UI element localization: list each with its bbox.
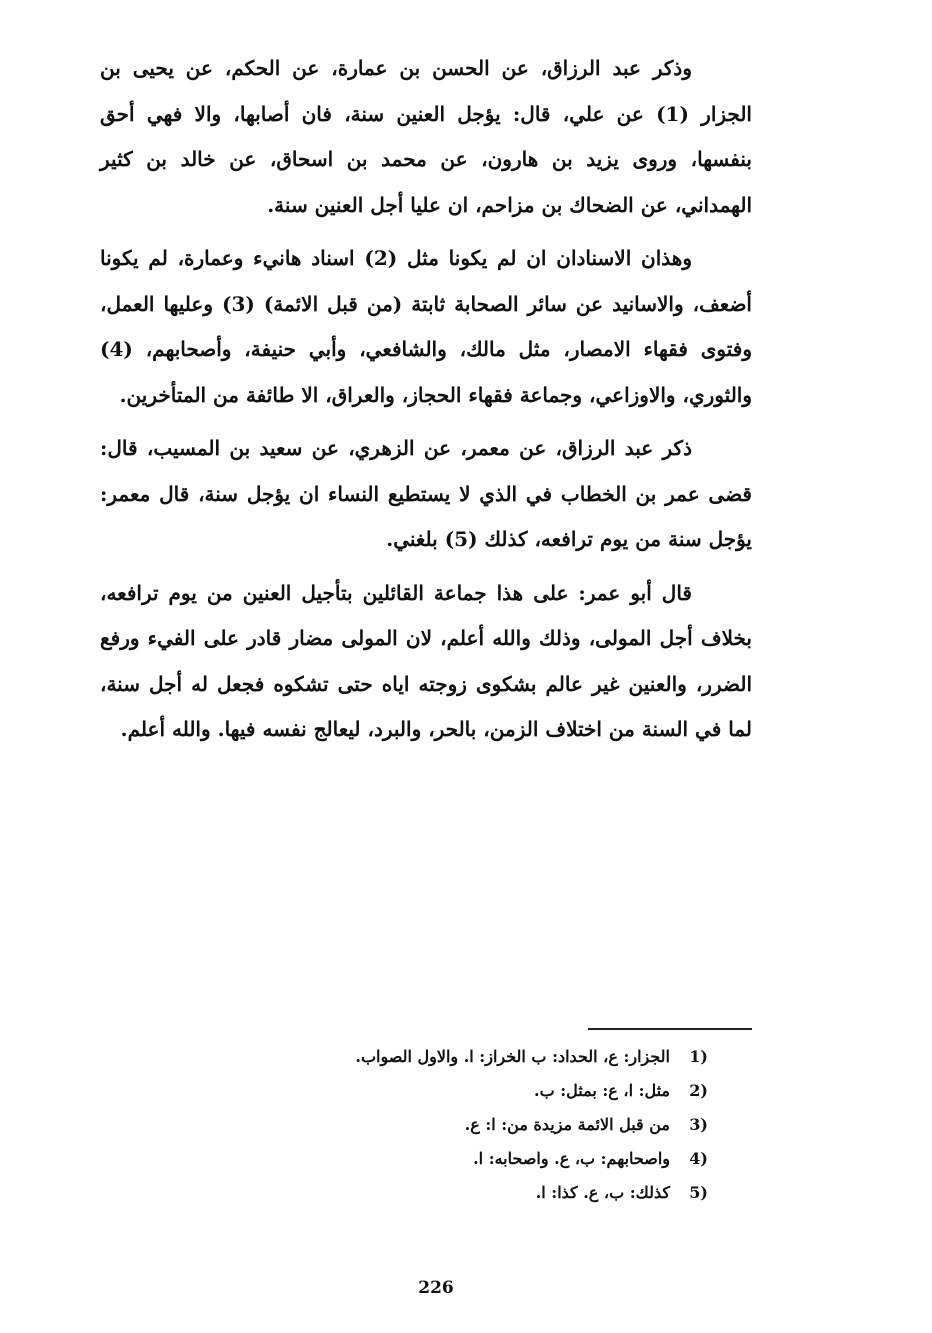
footnote-number: 1) xyxy=(689,1047,708,1066)
footnote xyxy=(200,1040,708,1074)
paragraph: قال أبو عمر: على هذا جماعة القائلين بتأجيل العنين من يوم ترافعه، بخلاف أجل المولى، وذلك والله أعلم، لان المولى مضار قادر على الفيء ورفع الضرر، والعنين غير عالم بشكوى زوجته اياه حتى تشكوه فجعل له أجل سنة، لما في السنة من اختلاف الزمن، بالحر، والبرد، ليعالج نفسه فيها. والله أعلم. xyxy=(100,580,752,741)
footnote xyxy=(200,1074,708,1108)
footnote-number: 2) xyxy=(689,1081,708,1100)
footnote-number: 4) xyxy=(689,1149,708,1168)
footnote-text: من قبل الائمة مزيدة من: ا: ع. xyxy=(464,1115,670,1134)
footnote-divider xyxy=(588,1028,752,1030)
page-number: 226 xyxy=(418,1278,454,1298)
footnote-number: 5) xyxy=(689,1183,708,1202)
footnote-text: مثل: ا، ع: بمثل: ب. xyxy=(534,1081,670,1100)
footnotes xyxy=(200,1040,708,1210)
footnote-number: 3) xyxy=(689,1115,708,1134)
footnote xyxy=(200,1108,708,1142)
footnote xyxy=(200,1142,708,1176)
paragraph: وهذان الاسنادان ان لم يكونا مثل (2) اسناد هانيء وعمارة، لم يكونا أضعف، والاسانيد عن سائر الصحابة ثابتة (من قبل الائمة) (3) وعليها العمل، وفتوى فقهاء الامصار، مثل مالك، والشافعي، وأبي حنيفة، وأصحابهم، (4) والثوري، والاوزاعي، وجماعة فقهاء الحجاز، والعراق، الا طائفة من المتأخرين. xyxy=(100,246,752,407)
paragraph: ذكر عبد الرزاق، عن معمر، عن الزهري، عن سعيد بن المسيب، قال: قضى عمر بن الخطاب في الذي لا يستطيع النساء ان يؤجل سنة، قال معمر: يؤجل سنة من يوم ترافعه، كذلك (5) بلغني. xyxy=(100,436,752,551)
footnote-text: الجزار: ع، الحداد: ب الخراز: ا. والاول الصواب. xyxy=(355,1047,670,1066)
footnote-text: واصحابهم: ب، ع. واصحابه: ا. xyxy=(473,1149,670,1168)
main-text xyxy=(100,46,752,761)
footnote-text: كذلك: ب، ع. كذا: ا. xyxy=(535,1183,670,1202)
footnote xyxy=(200,1176,708,1210)
paragraph: وذكر عبد الرزاق، عن الحسن بن عمارة، عن الحكم، عن يحيى بن الجزار (1) عن علي، قال: يؤجل العنين سنة، فان أصابها، والا فهي أحق بنفسها، وروى يزيد بن هارون، عن محمد بن اسحاق، عن خالد بن كثير الهمداني، عن الضحاك بن مزاحم، ان عليا أجل العنين سنة. xyxy=(100,56,752,217)
